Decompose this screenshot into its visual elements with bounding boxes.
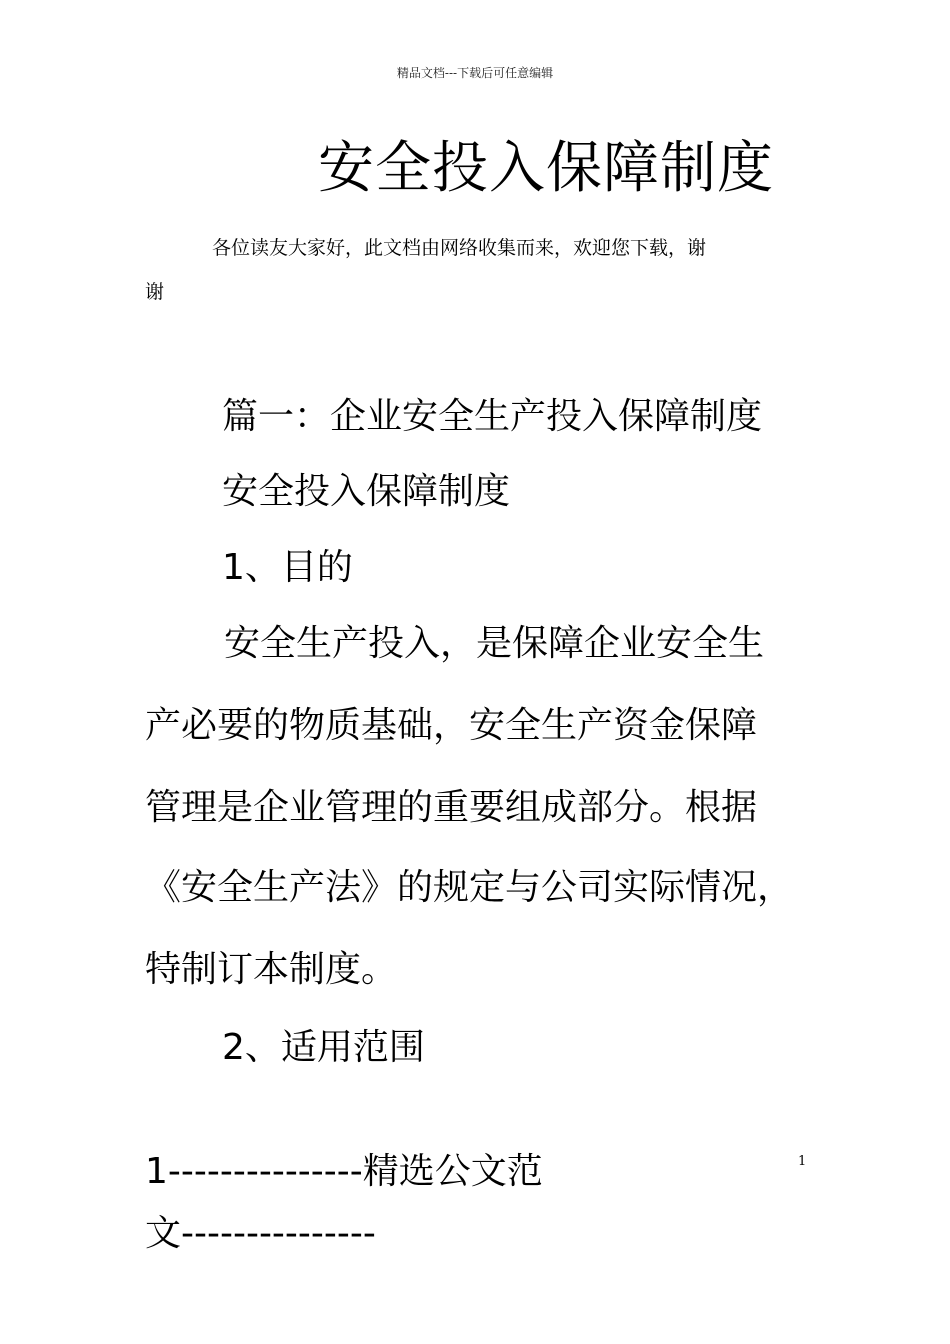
paragraph-line-4: 《安全生产法》的规定与公司实际情况， xyxy=(145,867,794,908)
paragraph-line-3: 管理是企业管理的重要组成部分。根据 xyxy=(145,787,758,828)
greeting-line-2: 谢 xyxy=(145,281,165,303)
paragraph-line-5: 特制订本制度。 xyxy=(145,949,398,990)
paragraph-line-1: 安全生产投入，是保障企业安全生 xyxy=(224,623,765,664)
section-heading: 篇一：企业安全生产投入保障制度 xyxy=(222,396,763,437)
item-1-heading: 1、目的 xyxy=(222,547,353,588)
item-2-heading: 2、适用范围 xyxy=(222,1027,425,1068)
footer-line-1: 1---------------精选公文范 xyxy=(145,1151,543,1192)
paragraph-line-2: 产必要的物质基础，安全生产资金保障 xyxy=(145,705,758,746)
header-note: 精品文档---下载后可任意编辑 xyxy=(396,66,554,80)
footer-line-2: 文--------------- xyxy=(145,1213,376,1254)
greeting-line-1: 各位读友大家好，此文档由网络收集而来，欢迎您下载，谢 xyxy=(212,237,707,259)
document-subtitle: 安全投入保障制度 xyxy=(222,471,511,512)
document-title: 安全投入保障制度 xyxy=(318,136,774,201)
page-number: 1 xyxy=(798,1154,807,1169)
